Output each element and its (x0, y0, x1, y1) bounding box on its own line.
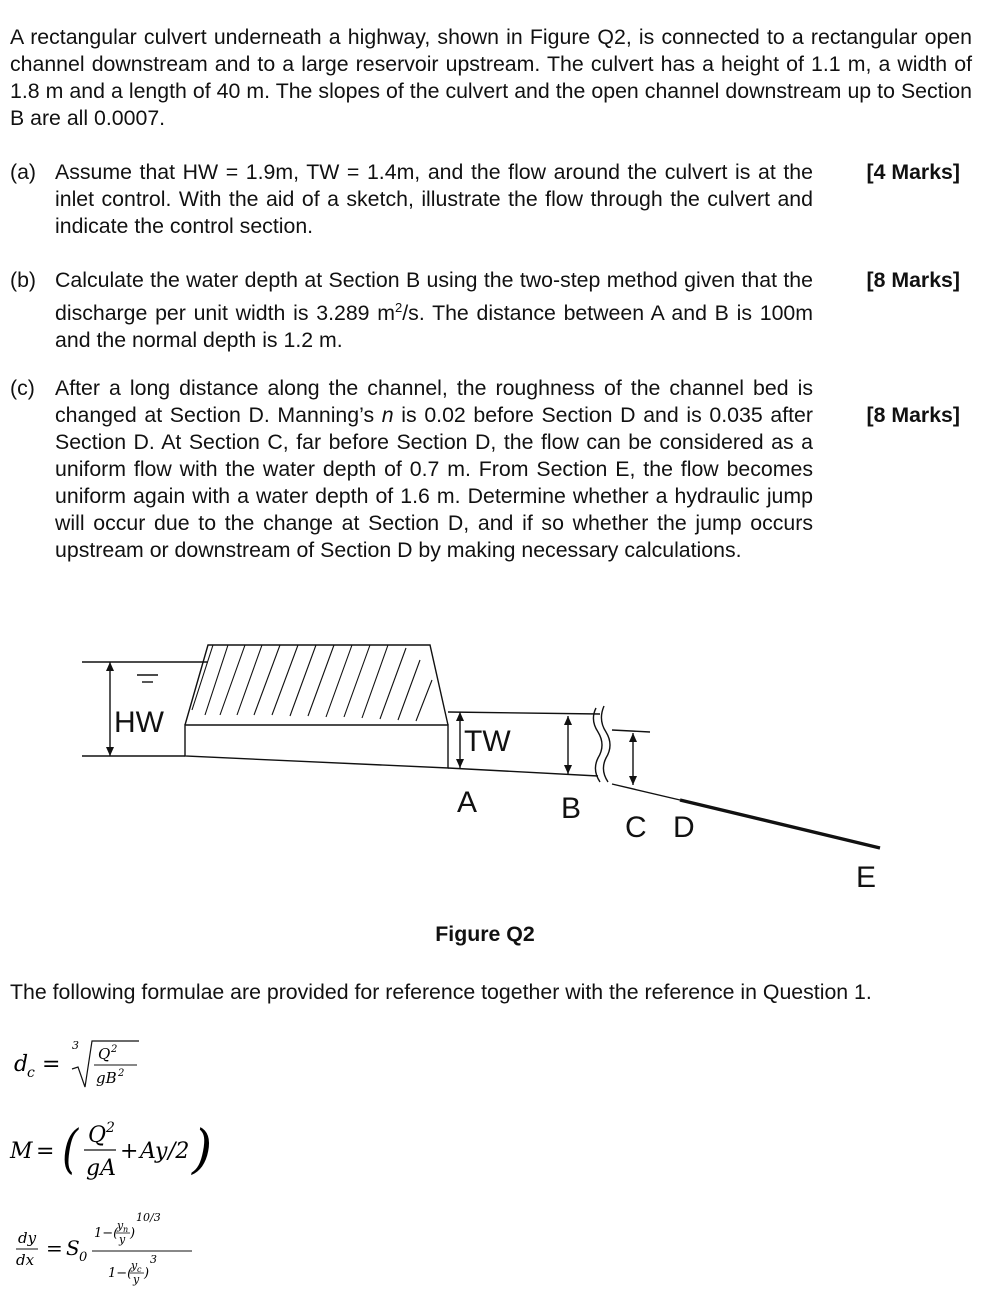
svg-text:/2: /2 (168, 1139, 190, 1164)
question-b-label: (b) (10, 268, 37, 292)
svg-text:): ) (144, 1266, 150, 1281)
figure-q2-diagram (0, 600, 1005, 920)
svg-text:Q: Q (98, 1045, 111, 1063)
question-b-text: Calculate the water depth at Section B using the two-step method given that the discharge per unit width is 3.289 $m^2/s$. The distance between A and B is 100m and the normal depth is 1.2 m. (55, 268, 814, 353)
svg-text:y: y (117, 1219, 124, 1232)
label-c: C (625, 811, 647, 844)
question-a-label: (a) (10, 160, 37, 184)
label-tw: TW (464, 725, 511, 758)
label-b: B (561, 792, 582, 825)
svg-text:3: 3 (150, 1253, 157, 1266)
formula-momentum (10, 1115, 213, 1189)
svg-text:c: c (27, 1065, 35, 1081)
svg-text:3: 3 (72, 1039, 79, 1052)
question-a-marks: [4 Marks] (866, 160, 960, 184)
svg-text:gA: gA (86, 1156, 116, 1181)
tailwater-surface (448, 712, 600, 714)
svg-text:dx: dx (16, 1251, 35, 1269)
svg-text:=: = (42, 1052, 61, 1077)
svg-text:2: 2 (118, 1068, 125, 1079)
svg-text:Ay: Ay (140, 1139, 168, 1164)
svg-text:10/3: 10/3 (136, 1211, 161, 1224)
label-d: D (673, 811, 695, 844)
svg-text:2: 2 (106, 1120, 115, 1136)
svg-text:): ) (130, 1226, 136, 1241)
question-c (10, 375, 960, 595)
figure-caption: Figure Q2 (435, 922, 535, 946)
label-e: E (856, 861, 877, 894)
svg-text:1−(: 1−( (94, 1226, 119, 1241)
label-hw: HW (114, 706, 164, 739)
svg-text:n: n (123, 1225, 129, 1234)
reference-text: The following formulae are provided for reference together with the reference in Question 1. (10, 980, 872, 1004)
question-a-text: Assume that HW = 1.9m, TW = 1.4m, and the flow around the culvert is at the inlet control. With the aid of a sketch, illustrate the flow through the culvert and indicate the control section. (55, 160, 813, 238)
question-c-text: After a long distance along the channel, the roughness of the channel bed is changed at Section D. Manning’s n is 0.02 before Section D and is 0.035 after Section D. At Section C, far before Section D, the flow can be considered as a uniform flow with the water depth of 0.7 m. From Section E, the flow becomes uniform again with a water depth of 1.6 m. Determine whether a hydraulic jump will occur due to the change at Section D, and if so whether the jump occurs upstream or downstream of Section D by making necessary calculations. (55, 376, 813, 562)
channel-bed-ab (448, 768, 598, 776)
svg-text:): ) (192, 1120, 213, 1180)
svg-text:y: y (133, 1273, 140, 1286)
channel-bed-cd (612, 784, 680, 800)
formula-critical-depth (14, 1035, 134, 1101)
question-b (10, 267, 960, 352)
culvert-body (185, 725, 448, 768)
break-line-1 (593, 708, 602, 782)
svg-text:2: 2 (111, 1044, 118, 1055)
svg-text:Q: Q (88, 1123, 107, 1148)
question-c-marks: [8 Marks] (866, 403, 960, 427)
break-line-2 (601, 706, 610, 782)
formula-gvf (12, 1205, 212, 1299)
svg-text:0: 0 (79, 1250, 88, 1265)
embankment-hatching (192, 645, 432, 721)
svg-text:y: y (119, 1233, 126, 1246)
question-a (10, 159, 960, 244)
svg-text:y: y (131, 1259, 138, 1272)
downstream-water-surface (612, 730, 650, 732)
svg-text:+: + (120, 1139, 139, 1164)
label-a: A (457, 786, 478, 819)
svg-text:S: S (66, 1236, 80, 1260)
channel-bed-de (680, 800, 880, 848)
svg-text:1−(: 1−( (108, 1266, 133, 1281)
svg-text:gB: gB (96, 1069, 117, 1087)
svg-text:d: d (14, 1052, 29, 1077)
svg-text:dy: dy (18, 1229, 37, 1247)
svg-text:M: M (10, 1139, 33, 1164)
svg-text:c: c (137, 1265, 142, 1274)
question-c-label: (c) (10, 376, 35, 400)
intro-paragraph: A rectangular culvert underneath a highway, shown in Figure Q2, is connected to a rectangular open channel downstream and to a large reservoir upstream. The culvert has a height of 1.1 m, a width of 1.8 m and a length of 40 m. The slopes of the culvert and the open channel downstream up to Section B are all 0.0007. (10, 25, 972, 130)
svg-text:=: = (46, 1236, 63, 1260)
svg-text:=: = (36, 1139, 55, 1164)
svg-text:(: ( (62, 1119, 79, 1181)
question-b-marks: [8 Marks] (866, 268, 960, 292)
